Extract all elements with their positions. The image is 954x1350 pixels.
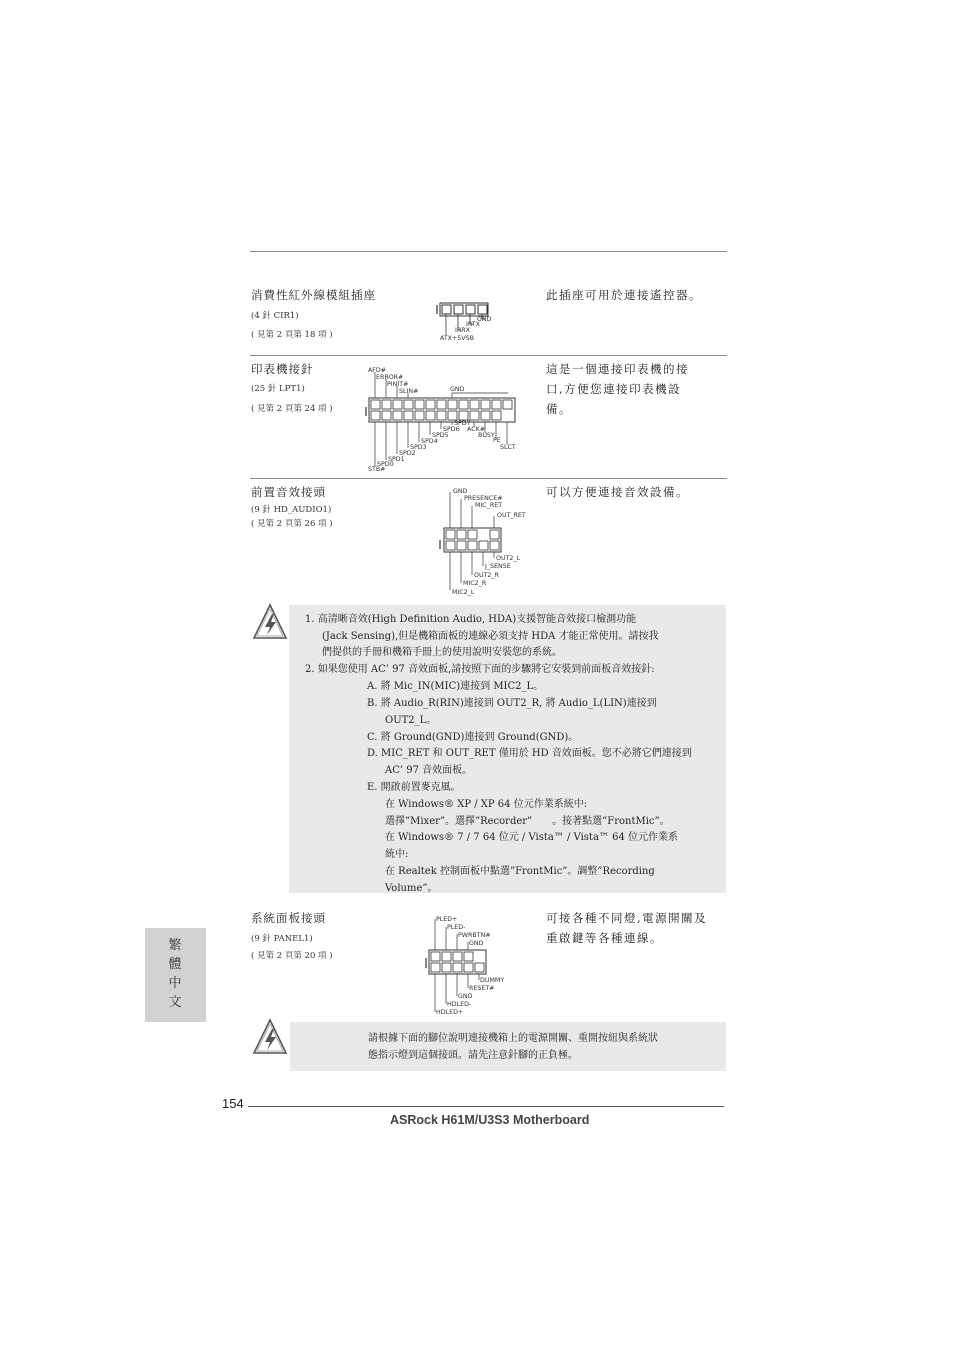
note-line: 統中: xyxy=(385,849,409,860)
section-pins: (9 針 HD_AUDIO1) xyxy=(251,505,332,515)
page-number: 154 xyxy=(222,1096,244,1111)
lpt-header-diagram xyxy=(362,362,522,474)
pin-label: IRRX xyxy=(455,327,470,334)
section-desc xyxy=(546,908,707,948)
desc-line: 這是一個連接印表機的接 xyxy=(546,362,689,376)
footer-rule xyxy=(248,1106,724,1107)
footer-title: ASRock H61M/U3S3 Motherboard xyxy=(390,1113,590,1127)
section-ref: ( 見第 2 頁第 24 項 ) xyxy=(251,404,333,414)
cir-header-diagram xyxy=(430,300,510,345)
note-line: 在 Windows® 7 / 7 64 位元 / Vista™ / Vista™ 64 位元作業系 xyxy=(385,832,678,843)
desc-line: 可接各種不同燈,電源開關及 xyxy=(546,911,708,925)
warning-icon xyxy=(252,603,288,641)
pin-label: SPD7 xyxy=(454,420,471,427)
note-line: D. MIC_RET 和 OUT_RET 僅用於 HD 音效面板。您不必將它們連接到 xyxy=(367,748,692,759)
pin-label: SPD4 xyxy=(421,438,438,445)
note-line: C. 將 Ground(GND)連接到 Ground(GND)。 xyxy=(367,732,579,743)
desc-line: 備。 xyxy=(546,402,572,416)
pin-label: ATX+5VSB xyxy=(440,335,474,342)
pin-label: SPD5 xyxy=(432,432,449,439)
note-line: OUT2_L。 xyxy=(385,715,437,726)
pin-label: SPD1 xyxy=(388,456,405,463)
note-line: Volume”。 xyxy=(385,883,438,894)
section-title: 前置音效接頭 xyxy=(251,485,326,499)
pin-label: DUMMY xyxy=(480,977,505,984)
pin-label: SPD2 xyxy=(399,450,416,457)
pin-label: SLIN# xyxy=(399,388,419,395)
divider xyxy=(250,478,727,479)
top-rule xyxy=(250,251,727,252)
note-line: AC’ 97 音效面板。 xyxy=(385,765,473,776)
pin-label: J_SENSE xyxy=(485,563,511,570)
pin-label: ACK# xyxy=(467,426,485,433)
section-title: 印表機接針 xyxy=(251,362,314,376)
note-line: 選擇”Mixer”。選擇”Recorder” 。接著點選”FrontMic”。 xyxy=(385,816,670,827)
pin-label: GND xyxy=(450,386,465,393)
section-desc: 此插座可用於連接遙控器。 xyxy=(546,288,702,302)
pin-label: PLED- xyxy=(447,924,466,931)
pin-label: IRTX xyxy=(466,321,480,328)
section-pins: (4 針 CIR1) xyxy=(251,311,299,321)
note-line: 2. 如果您使用 AC’ 97 音效面板,請按照下面的步驟將它安裝到前面板音效接針: xyxy=(305,664,655,675)
section-title: 消費性紅外線模組插座 xyxy=(251,288,376,302)
section-pins: (25 針 LPT1) xyxy=(251,384,305,394)
section-ref: ( 見第 2 頁第 26 項 ) xyxy=(251,519,333,529)
pin-label: GND xyxy=(453,488,468,495)
panel-header-diagram xyxy=(422,912,522,1018)
pin-label: MIC_RET xyxy=(475,502,503,509)
pin-label: MIC2_R xyxy=(463,580,487,587)
warning-icon xyxy=(252,1018,288,1056)
note-line: B. 將 Audio_R(RIN)連接到 OUT2_R, 將 Audio_L(LIN)連接到 xyxy=(367,698,657,709)
note-line: 們提供的手冊和機箱手冊上的使用說明安裝您的系統。 xyxy=(322,647,562,658)
note-line: 請根據下面的腳位說明連接機箱上的電源開關、重開按紐與系統狀 xyxy=(368,1033,658,1044)
pin-label: PWRBTN# xyxy=(458,932,491,939)
side-tab-label: 繁體中文 xyxy=(168,938,182,1010)
pin-label: PINIT# xyxy=(387,381,409,388)
note-line: 態指示燈到這個接頭。請先注意針腳的正負極。 xyxy=(368,1050,578,1061)
divider xyxy=(250,355,727,356)
pin-label: GND xyxy=(469,940,484,947)
pin-label: PLED+ xyxy=(436,916,458,923)
pin-label: GND xyxy=(477,316,492,323)
note-line: A. 將 Mic_IN(MIC)連接到 MIC2_L。 xyxy=(367,681,544,692)
pin-label: ERROR# xyxy=(376,374,404,381)
pin-label: SPD0 xyxy=(377,461,394,468)
pin-label: PE xyxy=(493,437,501,444)
hd-audio-header-diagram xyxy=(436,484,536,598)
note-line: 在 Realtek 控制面板中點選”FrontMic”。調整”Recording xyxy=(385,866,655,877)
pin-label: SPD6 xyxy=(443,426,460,433)
pin-label: PRESENCE# xyxy=(464,495,503,502)
pin-label: OUT2_L xyxy=(496,555,521,562)
desc-line: 重啟鍵等各種連線。 xyxy=(546,931,663,945)
pin-label: GND xyxy=(458,993,473,1000)
pin-label: AFD# xyxy=(368,367,387,374)
note-line: E. 開啟前置麥克風。 xyxy=(367,782,461,793)
pin-label: OUT2_R xyxy=(474,572,499,579)
note-line: 在 Windows® XP / XP 64 位元作業系統中: xyxy=(385,799,588,810)
pin-label: SPD3 xyxy=(410,444,427,451)
pin-label: OUT_RET xyxy=(497,512,526,519)
desc-line: 口,方便您連接印表機設 xyxy=(546,382,682,396)
pin-label: HDLED- xyxy=(447,1001,472,1008)
section-desc xyxy=(546,359,689,419)
section-desc: 可以方便連接音效設備。 xyxy=(546,485,689,499)
note-line: (Jack Sensing),但是機箱面板的連線必須支持 HDA 才能正常使用。請按我 xyxy=(322,631,659,642)
section-title: 系統面板接頭 xyxy=(251,911,326,925)
pin-label: BUSY xyxy=(478,432,495,439)
pin-label: HDLED+ xyxy=(436,1009,464,1016)
pin-label: RESET# xyxy=(469,985,495,992)
section-ref: ( 見第 2 頁第 20 項 ) xyxy=(251,951,333,961)
language-side-tab xyxy=(145,928,206,1022)
section-ref: ( 見第 2 頁第 18 項 ) xyxy=(251,330,333,340)
pin-label: MIC2_L xyxy=(452,589,475,596)
section-pins: (9 針 PANEL1) xyxy=(251,934,313,944)
note-line: 1. 高清晰音效(High Definition Audio, HDA)支援智能音效接口檢測功能 xyxy=(305,614,637,625)
pin-label: SLCT xyxy=(500,444,516,451)
pin-label: STB# xyxy=(368,466,386,473)
